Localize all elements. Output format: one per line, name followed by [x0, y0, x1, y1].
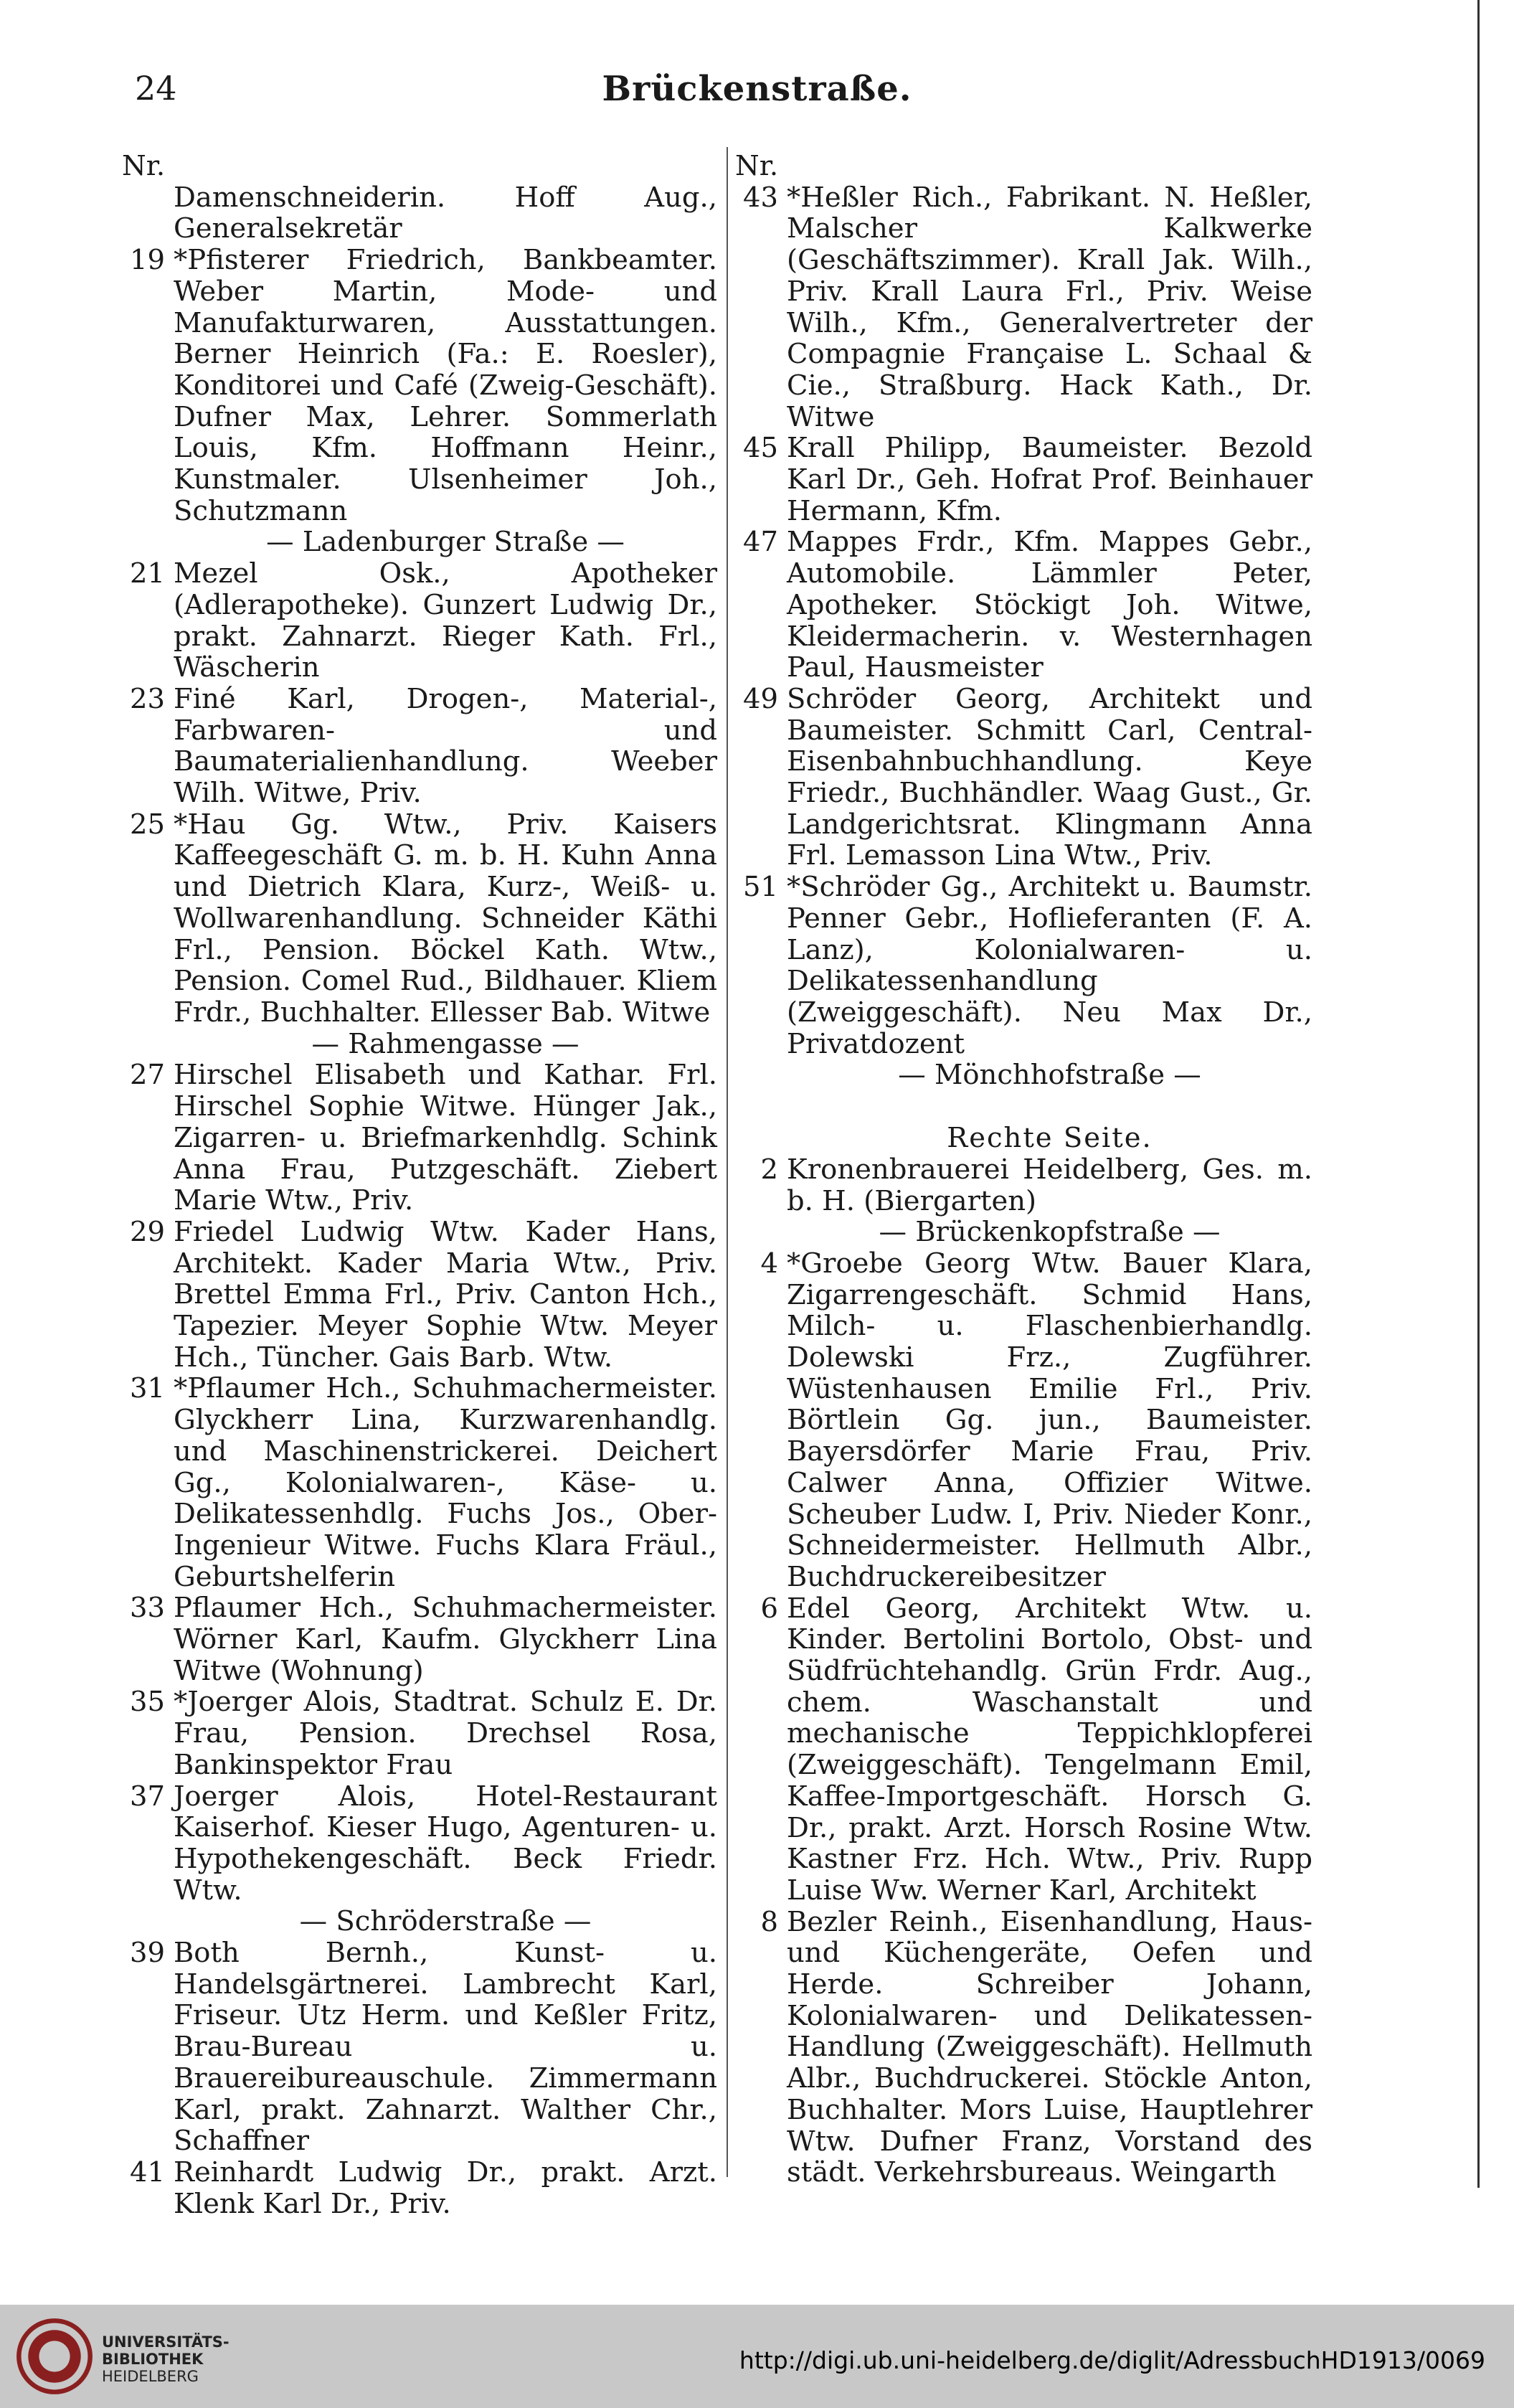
cross-street-heading: — Rahmengasse —	[311, 1027, 579, 1060]
house-number: 25	[130, 808, 165, 841]
house-number: 23	[130, 682, 165, 715]
entry-text: Schröder Georg, Architekt und Baumeister. Schmitt Carl, Central-Eisenbahnbuchhandlung. Keye Friedr., Buchhändler. Waag Gust., Gr. Landgerichtsrat. Klingmann Anna Frl. Lemasson Lina Wtw., Priv.	[787, 682, 1312, 872]
entry-text: *Schröder Gg., Architekt u. Baumstr. Penner Gebr., Hoflieferanten (F. A. Lanz), Kolonialwaren- u. Delikatessenhandlung (Zweiggeschäft). Neu Max Dr., Privatdozent	[787, 871, 1312, 1060]
right-column	[735, 151, 1312, 2189]
entry-text: Finé Karl, Drogen-, Material-, Farbwaren- und Baumaterialienhandlung. Weeber Wilh. Witwe, Priv.	[174, 682, 717, 810]
house-number: 45	[743, 432, 778, 465]
address-entry	[122, 1781, 717, 1907]
entry-text: Kronenbrauerei Heidelberg, Ges. m. b. H. (Biergarten)	[787, 1153, 1312, 1217]
entry-text: *Pflaumer Hch., Schuhmachermeister. Glyckherr Lina, Kurzwarenhandlg. und Maschinenstrickerei. Deichert Gg., Kolonialwaren-, Käse- u. Delikatessenhdlg. Fuchs Jos., Ober-Ingenieur Witwe. Fuchs Klara Fräul., Geburtshelferin	[174, 1372, 717, 1593]
entry-text: *Hau Gg. Wtw., Priv. Kaisers Kaffeegeschäft G. m. b. H. Kuhn Anna und Dietrich Klara, Kurz-, Weiß- u. Wollwarenhandlung. Schneider Käthi Frl., Pension. Böckel Kath. Wtw., Pension. Comel Rud., Bildhauer. Kliem Frdr., Buchhalter. Ellesser Bab. Witwe	[174, 808, 717, 1029]
address-entry	[735, 872, 1312, 1059]
source-url[interactable]: http://digi.ub.uni-heidelberg.de/diglit/AdressbuchHD1913/0069	[739, 2346, 1485, 2374]
running-title: Brückenstraße.	[602, 69, 912, 109]
house-number: 33	[130, 1592, 165, 1625]
address-entry	[122, 1059, 717, 1217]
address-entry	[735, 1248, 1312, 1593]
address-entry	[122, 245, 717, 527]
address-entry	[122, 1592, 717, 1686]
house-number	[122, 182, 174, 245]
cross-street-heading: — Ladenburger Straße —	[266, 526, 625, 559]
cross-street-heading: — Mönchhofstraße —	[898, 1059, 1201, 1092]
address-entry	[122, 684, 717, 809]
house-number: 49	[743, 682, 778, 715]
library-name-line: HEIDELBERG	[102, 2368, 199, 2385]
house-number: 8	[760, 1905, 778, 1938]
address-entry	[122, 1686, 717, 1780]
house-number: 43	[743, 181, 778, 214]
page-header	[0, 69, 1514, 126]
address-entry	[735, 1154, 1312, 1217]
house-number: 35	[130, 1686, 165, 1719]
entry-text: Krall Philipp, Baumeister. Bezold Karl Dr., Geh. Hofrat Prof. Beinhauer Hermann, Kfm.	[787, 432, 1312, 527]
entry-text: Mezel Osk., Apotheker (Adlerapotheke). Gunzert Ludwig Dr., prakt. Zahnarzt. Rieger Kath. Frl., Wäscherin	[174, 557, 717, 684]
address-entry	[122, 182, 717, 245]
address-entry	[122, 2157, 717, 2219]
side-heading: Rechte Seite.	[947, 1122, 1153, 1155]
entry-text: Edel Georg, Architekt Wtw. u. Kinder. Bertolini Bortolo, Obst- und Südfrüchtehandlg. Grün Frdr. Aug., chem. Waschanstalt und mechanische Teppichklopferei (Zweiggeschäft). Tengelmann Emil, Kaffee-Importgeschäft. Horsch G. Dr., prakt. Arzt. Horsch Rosine Wtw. Kastner Frz. Hch. Wtw., Priv. Rupp Luise Ww. Werner Karl, Architekt	[787, 1592, 1312, 1907]
house-number: 51	[743, 871, 778, 904]
house-number: 31	[130, 1372, 165, 1405]
address-entry	[735, 1593, 1312, 1907]
cross-street-heading: — Brückenkopfstraße —	[879, 1216, 1221, 1249]
address-entry	[122, 1217, 717, 1374]
entry-text: Damenschneiderin. Hoff Aug., Generalsekretär	[174, 181, 717, 245]
house-number: 29	[130, 1215, 165, 1248]
address-entry	[122, 558, 717, 684]
house-number: 19	[130, 244, 165, 277]
entry-text: Bezler Reinh., Eisenhandlung, Haus- und Küchengeräte, Oefen und Herde. Schreiber Johann, Kolonialwaren- und Delikatessen-Handlung (Zweiggeschäft). Hellmuth Albr., Buchdruckerei. Stöckle Anton, Buchhalter. Mors Luise, Hauptlehrer Wtw. Dufner Franz, Vorstand des städt. Verkehrsbureaus. Weingarth	[787, 1905, 1312, 2189]
entry-text: *Pfisterer Friedrich, Bankbeamter. Weber Martin, Mode- und Manufakturwaren, Ausstattungen. Berner Heinrich (Fa.: E. Roesler), Konditorei und Café (Zweig-Geschäft). Dufner Max, Lehrer. Sommerlath Louis, Kfm. Hoffmann Heinr., Kunstmaler. Ulsenheimer Joh., Schutzmann	[174, 244, 717, 527]
entry-text: Hirschel Elisabeth und Kathar. Frl. Hirschel Sophie Witwe. Hünger Jak., Zigarren- u. Briefmarkenhdlg. Schink Anna Frau, Putzgeschäft. Ziebert Marie Wtw., Priv.	[174, 1059, 717, 1217]
address-entry	[735, 433, 1312, 527]
entry-text: *Groebe Georg Wtw. Bauer Klara, Zigarrengeschäft. Schmid Hans, Milch- u. Flaschenbierhandlg. Dolewski Frz., Zugführer. Wüstenhausen Emilie Frl., Priv. Börtlein Gg. jun., Baumeister. Bayersdörfer Marie Frau, Priv. Calwer Anna, Offizier Witwe. Scheuber Ludw. I, Priv. Nieder Konr., Schneidermeister. Hellmuth Albr., Buchdruckereibesitzer	[787, 1247, 1312, 1593]
entry-text: Both Bernh., Kunst- u. Handelsgärtnerei. Lambrecht Karl, Friseur. Utz Herm. und Keßler Fritz, Brau-Bureau u. Brauereibureauschule. Zimmermann Karl, prakt. Zahnarzt. Walther Chr., Schaffner	[174, 1937, 717, 2158]
page-edge-line	[1477, 0, 1480, 2188]
footer-bar	[0, 2305, 1514, 2408]
entry-text: Mappes Frdr., Kfm. Mappes Gebr., Automobile. Lämmler Peter, Apotheker. Stöckigt Joh. Witwe, Kleidermacherin. v. Westernhagen Paul, Hausmeister	[787, 526, 1312, 684]
library-name-line: UNIVERSITÄTS-	[102, 2333, 230, 2351]
address-entry	[735, 1907, 1312, 2189]
nr-label: Nr.	[735, 150, 779, 182]
house-number: 39	[130, 1937, 165, 1970]
left-column	[122, 151, 717, 2219]
address-entry	[735, 684, 1312, 872]
address-entry	[122, 1937, 717, 2157]
house-number: 47	[743, 526, 778, 559]
library-name-line: BIBLIOTHEK	[102, 2351, 204, 2368]
page-number: 24	[135, 69, 177, 108]
entry-text: Friedel Ludwig Wtw. Kader Hans, Architekt. Kader Maria Wtw., Priv. Brettel Emma Frl., Priv. Canton Hch., Tapezier. Meyer Sophie Wtw. Meyer Hch., Tüncher. Gais Barb. Wtw.	[174, 1215, 717, 1374]
entry-text: *Joerger Alois, Stadtrat. Schulz E. Dr. Frau, Pension. Drechsel Rosa, Bankinspektor Frau	[174, 1686, 717, 1781]
library-name	[102, 2333, 230, 2385]
entry-text: *Heßler Rich., Fabrikant. N. Heßler, Malscher Kalkwerke (Geschäftszimmer). Krall Jak. Wilh., Priv. Krall Laura Frl., Priv. Weise Wilh., Kfm., Generalvertreter der Compagnie Française L. Schaal & Cie., Straßburg. Hack Kath., Dr. Witwe	[787, 181, 1312, 433]
house-number: 21	[130, 557, 165, 590]
house-number: 2	[760, 1153, 778, 1186]
house-number: 41	[130, 2156, 165, 2189]
house-number: 37	[130, 1780, 165, 1813]
entry-text: Pflaumer Hch., Schuhmachermeister. Wörner Karl, Kaufm. Glyckherr Lina Witwe (Wohnung)	[174, 1592, 717, 1687]
address-entry	[735, 527, 1312, 684]
cross-street-heading: — Schröderstraße —	[299, 1905, 592, 1938]
address-entry	[122, 809, 717, 1029]
house-number: 6	[760, 1592, 778, 1625]
house-number: 4	[760, 1247, 778, 1280]
column-divider	[727, 147, 728, 2177]
nr-label: Nr.	[122, 150, 166, 182]
address-entry	[735, 182, 1312, 433]
library-seal-icon	[16, 2318, 93, 2395]
entry-text: Reinhardt Ludwig Dr., prakt. Arzt. Klenk Karl Dr., Priv.	[174, 2156, 717, 2220]
house-number: 27	[130, 1059, 165, 1092]
entry-text: Joerger Alois, Hotel-Restaurant Kaiserhof. Kieser Hugo, Agenturen- u. Hypothekengeschäft. Beck Friedr. Wtw.	[174, 1780, 717, 1907]
address-entry	[122, 1373, 717, 1592]
